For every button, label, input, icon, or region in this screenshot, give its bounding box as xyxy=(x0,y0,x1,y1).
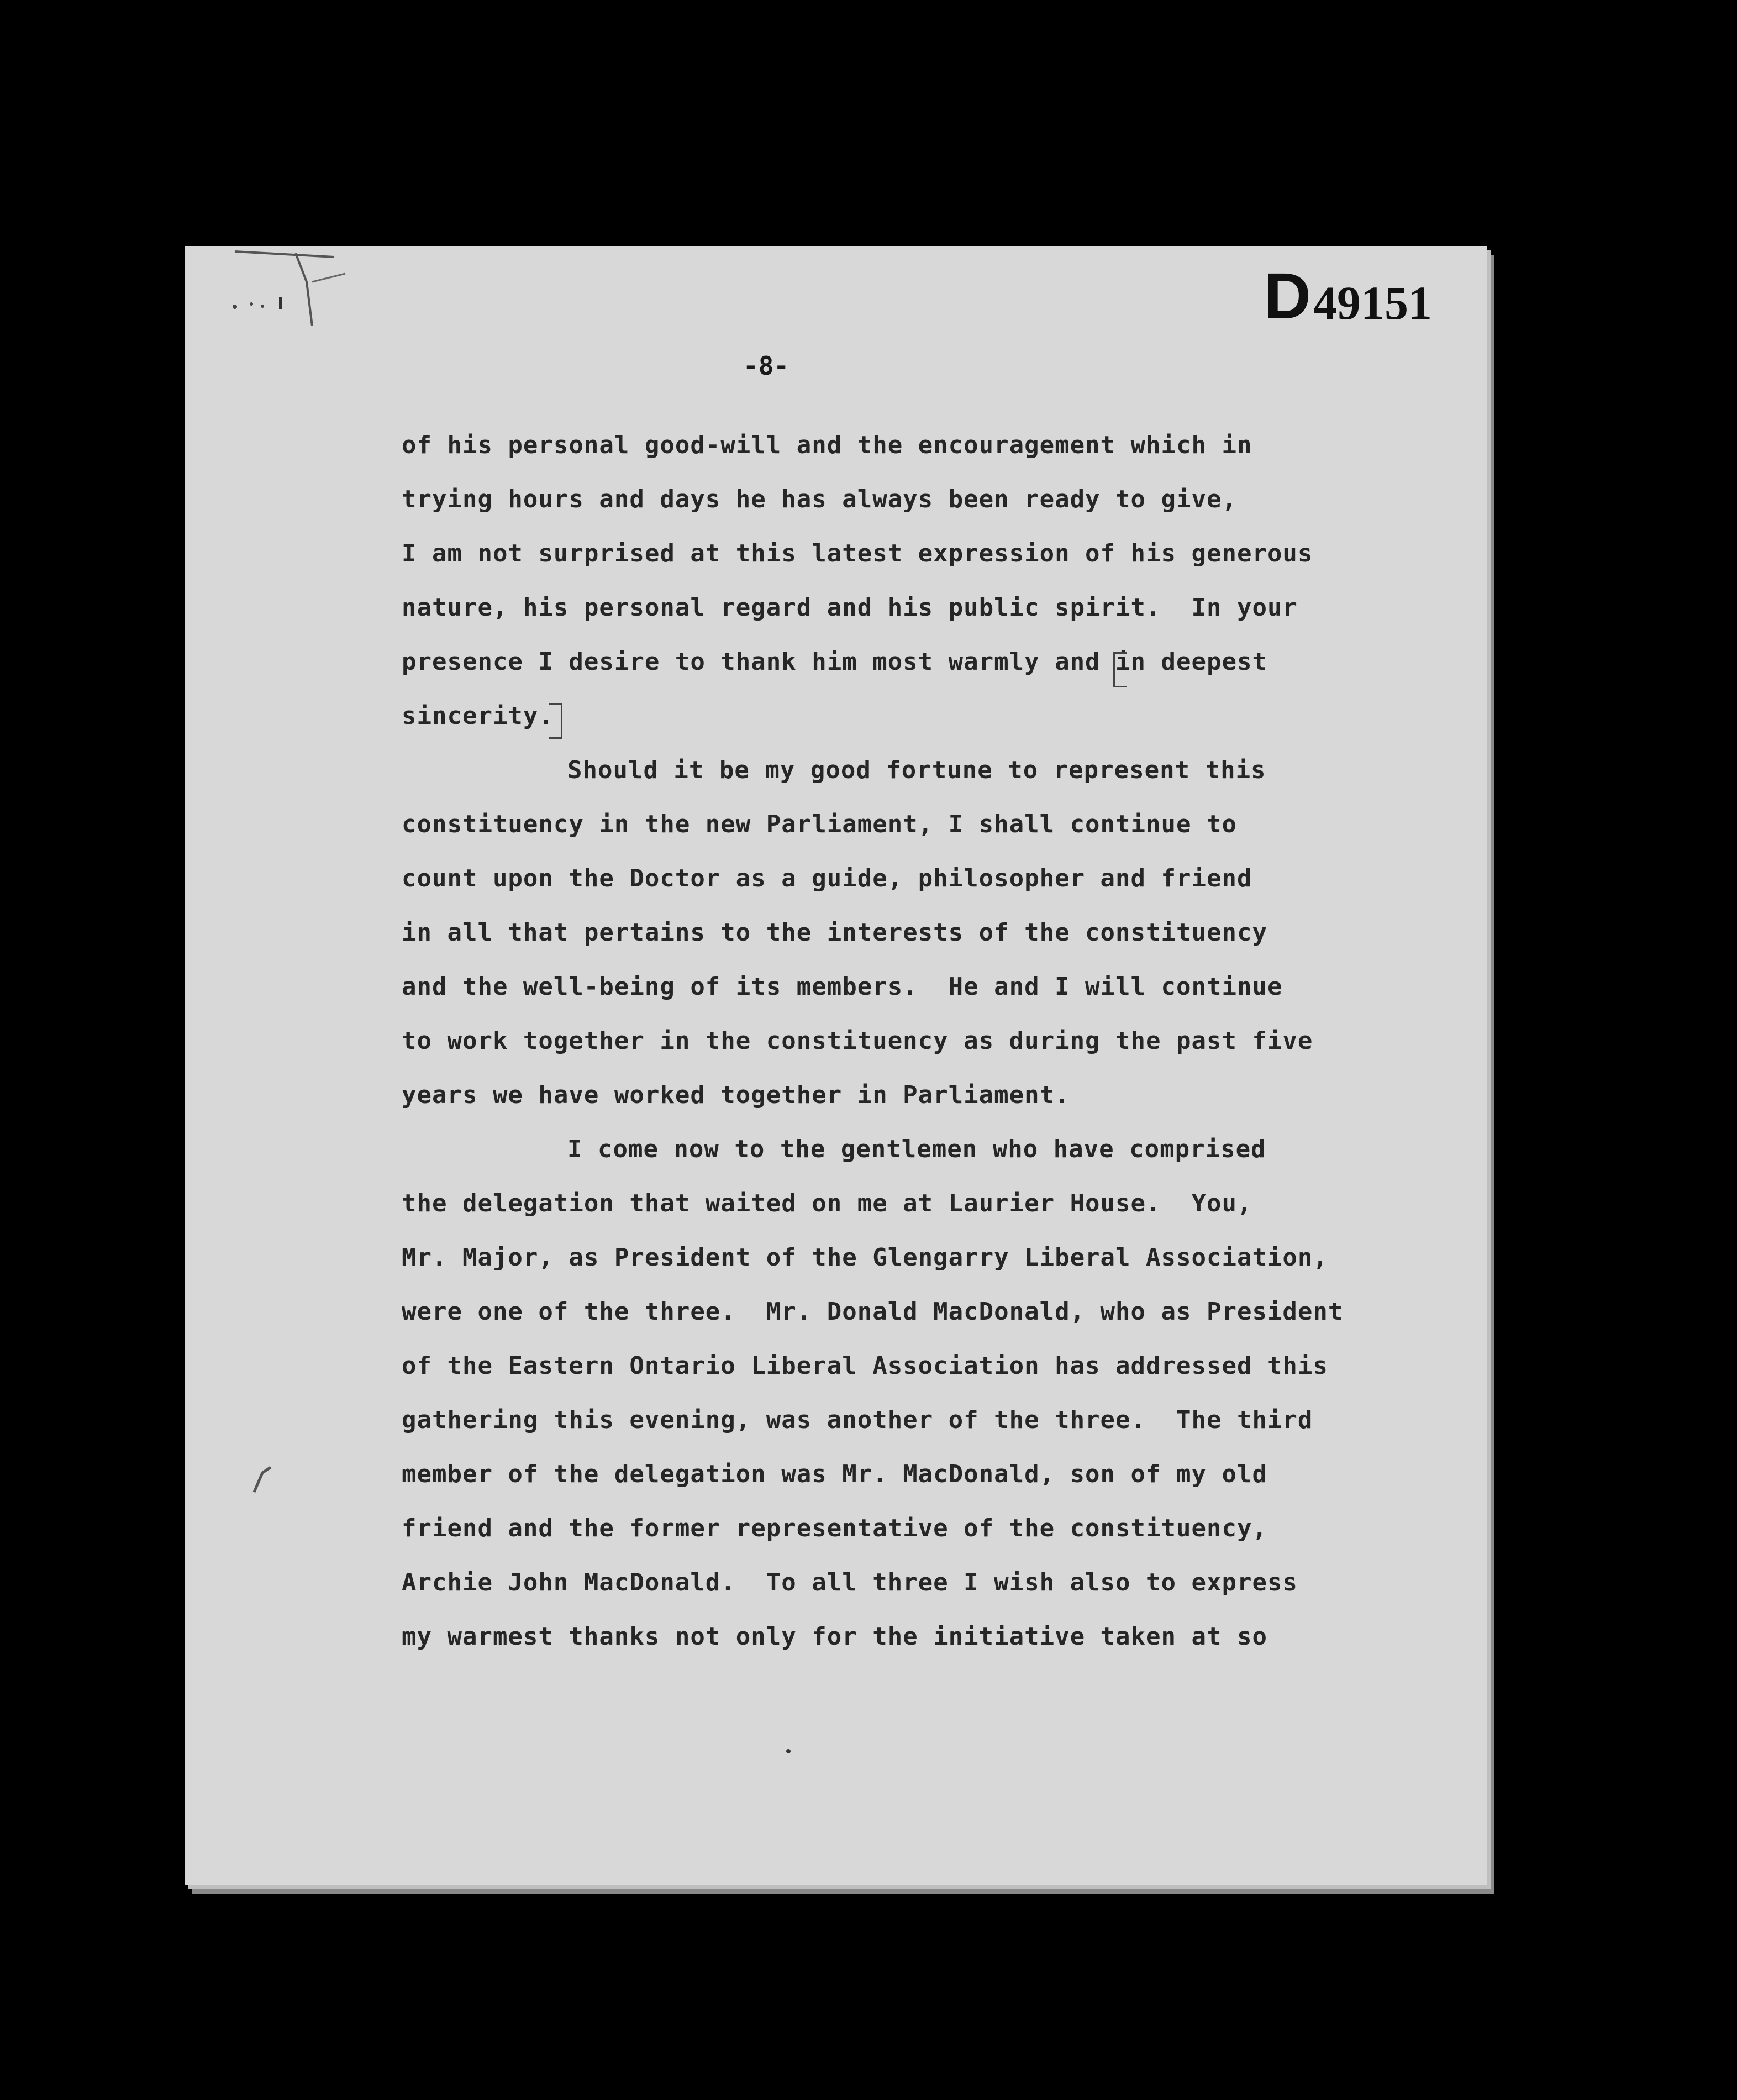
text-line: Mr. Major, as President of the Glengarry Liberal Association, xyxy=(402,1243,1328,1272)
text-line: I am not surprised at this latest expression of his generous xyxy=(402,539,1313,568)
document-id xyxy=(1264,260,1432,333)
document-id-prefix: D xyxy=(1264,260,1310,333)
text-line: were one of the three. Mr. Donald MacDonald, who as President xyxy=(402,1298,1344,1326)
text-line: nature, his personal regard and his public spirit. In your xyxy=(402,594,1298,622)
document-page xyxy=(185,246,1487,1885)
text-line: sincerity. xyxy=(402,702,554,730)
text-line: gathering this evening, was another of the three. The third xyxy=(402,1406,1313,1434)
stray-dot-mark xyxy=(786,1749,791,1754)
text-line: to work together in the constituency as during the past five xyxy=(402,1027,1313,1055)
document-id-number: 49151 xyxy=(1313,276,1432,329)
text-line: count upon the Doctor as a guide, philosopher and friend xyxy=(402,864,1252,893)
text-line: and the well-being of its members. He and I will continue xyxy=(402,973,1283,1001)
text-line: I come now to the gentlemen who have comprised xyxy=(567,1135,1266,1163)
page-number: -8- xyxy=(743,351,789,381)
open-bracket-mark xyxy=(1113,652,1127,687)
text-line: presence I desire to thank him most warmly and in deepest xyxy=(402,648,1267,676)
corner-scratch-marks xyxy=(229,249,351,326)
text-line: constituency in the new Parliament, I shall continue to xyxy=(402,810,1237,838)
text-line: Archie John MacDonald. To all three I wish also to express xyxy=(402,1568,1298,1597)
text-line: Should it be my good fortune to represent this xyxy=(567,756,1266,784)
text-line: in all that pertains to the interests of the constituency xyxy=(402,918,1267,947)
text-line: the delegation that waited on me at Laurier House. You, xyxy=(402,1189,1252,1217)
text-line: friend and the former representative of the constituency, xyxy=(402,1514,1267,1542)
text-line: of the Eastern Ontario Liberal Association has addressed this xyxy=(402,1352,1328,1380)
close-bracket-mark xyxy=(549,704,562,739)
text-line: member of the delegation was Mr. MacDonald, son of my old xyxy=(402,1460,1267,1488)
margin-tick-mark xyxy=(251,1462,279,1495)
text-line: my warmest thanks not only for the initiative taken at so xyxy=(402,1623,1267,1651)
text-line: trying hours and days he has always been ready to give, xyxy=(402,485,1237,513)
text-line: of his personal good-will and the encouragement which in xyxy=(402,431,1252,459)
text-line: years we have worked together in Parliament. xyxy=(402,1081,1070,1109)
